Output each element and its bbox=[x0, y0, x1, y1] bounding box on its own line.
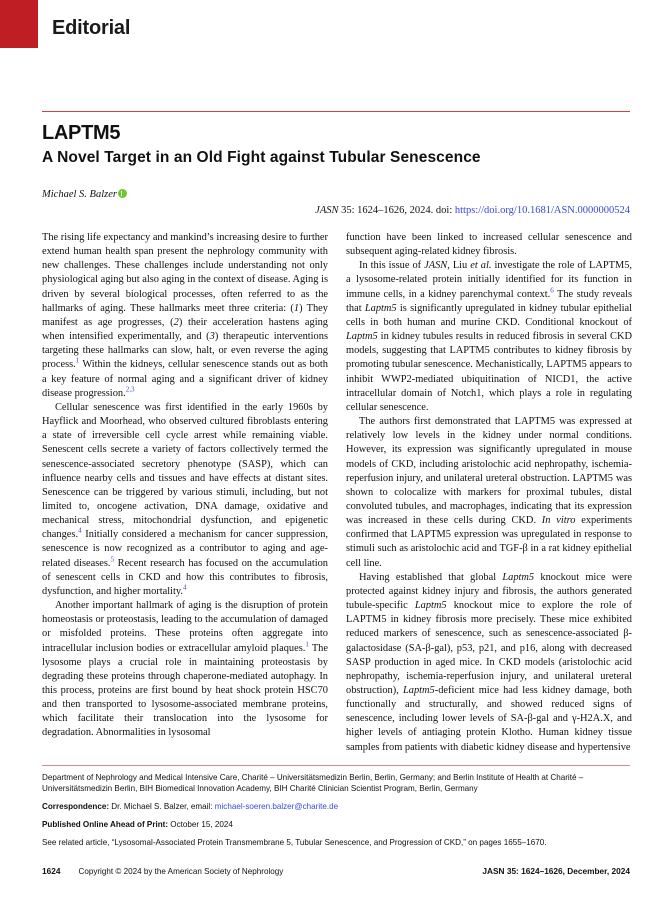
author-line bbox=[42, 188, 127, 200]
paragraph: Cellular senescence was first identified in the early 1960s by Hayflick and Moorhead, who observed cultured fibroblasts entering a state of irreversible cell cycle arrest while remaining viable. Senescent cells secrete a variety of factors collectively termed the senescence-associated secretory phenotype (SASP), which can influence nearby cells and tissues and have effects at distant sites. Senescence can be triggered by various stimuli, including, but not limited to, oncogene activation, DNA damage, oxidative and mechanical stress, mitochondrial dysfunction, and epigenetic changes.$^4$ Initially considered a mechanism for cancer suppression, senescence is now recognized as a contributor to aging and age-related diseases.$^5$ Recent research has focused on the accumulation of senescent cells in CKD and how this contributes to fibrosis, dysfunction, and higher mortality.$^4$ bbox=[42, 401, 328, 597]
published-date: October 15, 2024 bbox=[168, 820, 233, 829]
published-note bbox=[42, 819, 630, 830]
citation-line bbox=[42, 205, 630, 216]
page-number: 1624 bbox=[42, 866, 61, 876]
paragraph: The rising life expectancy and mankind’s increasing desire to further extend human health span present the nephrology community with new challenges. These challenges include understanding not only physiological aging but also aging in the context of disease. Aging is driven by several biological processes, often referred to as the hallmarks of aging. These hallmarks meet three criteria: (1) They manifest as age progresses, (2) their acceleration hastens aging when intensified experimentally, and (3) therapeutic interventions targeting these hallmarks can slow, halt, or even reverse the aging process.$^1$ Within the kidneys, cellular senescence stands out as both a key feature of normal aging and a significant driver of kidney disease progression.$^{2,3}$ bbox=[42, 232, 328, 399]
correspondence-note bbox=[42, 801, 630, 812]
footnote-divider-rule bbox=[42, 765, 630, 766]
paragraph: In this issue of JASN, Liu et al. investigate the role of LAPTM5, a lysosome-related protein initially identified for its function in immune cells, in a kidney parenchymal context.$^6$ The study reveals that Laptm5 is significantly upregulated in kidney tubular epithelial cells in both human and murine CKD. Conditional knockout of Laptm5 in kidney tubules results in reduced fibrosis in several CKD models, suggesting that LAPTM5 contributes to kidney fibrosis by promoting tubular senescence. Mechanistically, LAPTM5 appears to inhibit WWP2-mediated ubiquitination of NICD1, the active intracellular domain of Notch1, which plays a role in regulating cellular senescence. bbox=[346, 260, 632, 413]
masthead bbox=[0, 0, 672, 52]
page-subtitle: A Novel Target in an Old Fight against Tubular Senescence bbox=[42, 149, 481, 166]
title-block bbox=[42, 121, 630, 168]
column-left bbox=[42, 231, 328, 755]
citation-volume-pages: 35: 1624–1626, 2024. doi: bbox=[338, 205, 455, 216]
copyright-notice: Copyright © 2024 by the American Society of Nephrology bbox=[78, 867, 284, 876]
correspondence-label: Correspondence: bbox=[42, 802, 110, 811]
correspondence-text: Dr. Michael S. Balzer, email: bbox=[109, 802, 215, 811]
affiliation-note: Department of Nephrology and Medical Intensive Care, Charité – Universitätsmedizin Berlin, Berlin, Germany; and Berlin Institute of Health at Charité – Universitätsmedizin Berlin, BIH Biomedical Innovation Academy, BIH Charité Clinician Scientist Program, Berlin, Germany bbox=[42, 773, 584, 793]
related-article-note: See related article, “Lysosomal-Associated Protein Transmembrane 5, Tubular Senescence, and Progression of CKD,” on pages 1655–1670. bbox=[42, 838, 547, 847]
paragraph: Having established that global Laptm5 knockout mice were protected against kidney injury and fibrosis, the authors generated tubule-specific Laptm5 knockout mice to explore the role of LAPTM5 in kidney fibrosis more precisely. These mice exhibited reduced markers of senescence, such as senescence-associated β-galactosidase (SA-β-gal), p53, p21, and p16, along with decreased SASP production in aged mice. In CKD models (aristolochic acid nephropathy, ischemia-reperfusion injury, and unilateral ureteral obstruction), Laptm5-deficient mice had less kidney damage, both functionally and structurally, and showed reduced signs of senescence, including lower levels of SA-β-gal and γ-H2A.X, and higher levels of antiaging protein Klotho. Human kidney tissue samples from patients with diabetic kidney disease and hypertensive bbox=[346, 571, 632, 753]
paragraph: Another important hallmark of aging is the disruption of protein homeostasis or proteostasis, leading to the accumulation of damaged or misfolded proteins. These proteins often aggregate into intracellular inclusion bodies or extracellular amyloid plaques.$^1$ The lysosome plays a crucial role in maintaining proteostasis by degrading these proteins through chaperone-mediated autophagy. In this process, proteins are first bound by heat shock protein HSC70 and then transported to lysosome-associated membrane proteins, which facilitate their translocation into the lysosome for degradation. Abnormalities in lysosomal bbox=[42, 600, 328, 739]
page-title: LAPTM5 bbox=[42, 122, 121, 144]
published-label: Published Online Ahead of Print: bbox=[42, 820, 169, 829]
paragraph: The authors first demonstrated that LAPTM5 was expressed at relatively low levels in the kidney under normal conditions. However, its expression was significantly upregulated in mouse models of CKD, including aristolochic acid nephropathy, ischemia-reperfusion injury, and unilateral ureteral obstruction. LAPTM5 was shown to colocalize with markers for proximal tubules, distal convoluted tubules, and macrophages, indicating that its expression was increased in these cells during CKD. In vitro experiments confirmed that LAPTM5 expression was upregulated in response to stimuli such as aristolochic acid and TGF-β in a rat kidney epithelial cell line. bbox=[346, 416, 632, 569]
journal-reference: JASN 35: 1624–1626, December, 2024 bbox=[482, 866, 630, 876]
citation-journal: JASN bbox=[315, 205, 339, 216]
page-footer bbox=[42, 866, 630, 876]
orcid-id-icon[interactable] bbox=[118, 189, 127, 198]
section-label: Editorial bbox=[52, 17, 131, 39]
correspondence-email-link[interactable]: michael-soeren.balzer@charite.de bbox=[214, 802, 339, 811]
footnotes-block bbox=[42, 772, 630, 848]
doi-link[interactable]: https://doi.org/10.1681/ASN.0000000524 bbox=[454, 205, 630, 216]
author-name: Michael S. Balzer bbox=[42, 189, 117, 200]
title-divider-rule bbox=[42, 111, 630, 112]
paragraph: function have been linked to increased cellular senescence and subsequent aging-related kidney fibrosis. bbox=[346, 232, 632, 258]
column-right bbox=[346, 231, 632, 755]
article-body bbox=[42, 231, 632, 755]
accent-block bbox=[0, 0, 38, 48]
